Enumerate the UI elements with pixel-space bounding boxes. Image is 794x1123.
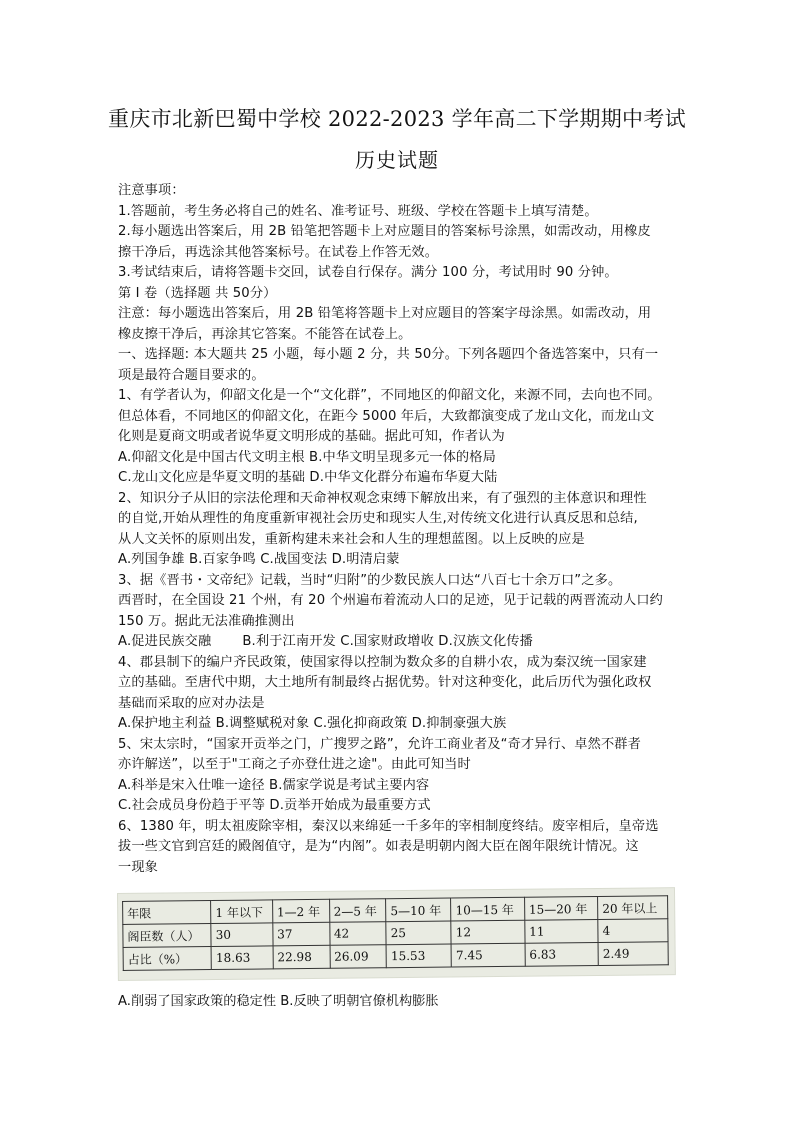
text-line: 第 I 卷（选择题 共 50分） <box>118 285 277 301</box>
exam-title: 重庆市北新巴蜀中学校 2022-2023 学年高二下学期期中考试 <box>108 107 686 131</box>
text-line: 2、知识分子从旧的宗法伦理和天命神权观念束缚下解放出来，有了强烈的主体意识和理性 <box>118 490 647 506</box>
question-6-options <box>118 992 678 1013</box>
text-line: 擦干净后，再选涂其他答案标号。在试卷上作答无效。 <box>118 244 439 260</box>
text-line: 化则是夏商文明或者说华夏文明形成的基础。据此可知，作者认为 <box>118 429 505 444</box>
table-cell: 37 <box>273 922 330 946</box>
text-line: 2.每小题选出答案后，用 2B 铅笔把答题卡上对应题目的答案标号涂黑，如需改动，用橡皮 <box>118 224 651 239</box>
table-row <box>123 942 668 971</box>
text-line: A.科举是宋入仕唯一途径 B.儒家学说是考试主要内容 <box>118 777 430 793</box>
table-cell: 7.45 <box>451 943 525 967</box>
table-cell: 20 年以上 <box>598 896 668 920</box>
text-line: 基础而采取的应对办法是 <box>118 695 265 711</box>
text-line: A.仰韶文化是中国古代文明主根 B.中华文明呈现多元一体的格局 <box>118 449 496 465</box>
data-table-photo <box>118 888 675 980</box>
table-cell: 12 <box>451 920 525 944</box>
table-cell: 15—20 年 <box>524 896 598 920</box>
table-cell: 22.98 <box>273 945 330 969</box>
table-cell: 30 <box>211 923 273 947</box>
table-cell: 阁臣数（人） <box>123 924 212 948</box>
text-line: 的自觉,开始从理性的角度重新审视社会历史和现实人生,对传统文化进行认真反思和总结, <box>118 511 638 526</box>
text-line: 橡皮擦干净后，再涂其它答案。不能答在试卷上。 <box>118 326 412 342</box>
text-line: A.保护地主利益 B.调整赋税对象 C.强化抑商政策 D.抑制豪强大族 <box>118 716 507 731</box>
text-line: 注意：每小题选出答案后，用 2B 铅笔将答题卡上对应题目的答案字母涂黑。如需改动，用 <box>118 306 652 321</box>
table-cell: 1—2 年 <box>272 899 329 923</box>
text-line: A.促进民族交融 B.利于江南开发 C.国家财政增收 D.汉族文化传播 <box>118 634 533 649</box>
text-line: C.社会成员身份趋于平等 D.贡举开始成为最重要方式 <box>118 798 431 813</box>
exam-subtitle: 历史试题 <box>355 148 439 172</box>
text-line: 5、宋太宗时，“国家开贡举之门，广搜罗之路”，允许工商业者及“奇才异行、卓然不群者 <box>118 736 641 752</box>
table-cell: 4 <box>598 919 668 943</box>
text-line: 4、郡县制下的编户齐民政策，使国家得以控制为数众多的自耕小农，成为秦汉统一国家建 <box>118 654 647 670</box>
table-cell: 25 <box>386 921 451 945</box>
text-line: 立的基础。至唐代中期，大土地所有制最终占据优势。针对这种变化，此后历代为强化政权 <box>118 675 652 690</box>
table-cell: 2—5 年 <box>329 899 386 923</box>
table-cell: 10—15 年 <box>451 897 525 921</box>
text-line: 150 万。据此无法准确推测出 <box>118 613 295 629</box>
table-cell: 6.83 <box>525 942 599 966</box>
table-cell: 42 <box>329 922 386 946</box>
table-cell: 5—10 年 <box>386 898 451 922</box>
text-line: 注意事项： <box>118 183 185 198</box>
table-cell: 年限 <box>123 901 212 925</box>
text-line: A.列国争雄 B.百家争鸣 C.战国变法 D.明清启蒙 <box>118 552 400 567</box>
table-cell: 26.09 <box>330 945 387 969</box>
tenure-table <box>122 895 669 971</box>
text-line: 1.答题前，考生务必将自己的姓名、准考证号、班级、学校在答题卡上填写清楚。 <box>118 203 598 219</box>
text-line: 3.考试结束后，请将答题卡交回，试卷自行保存。满分 100 分，考试用时 90 分钟。 <box>118 265 618 280</box>
text-line: 一现象 <box>118 859 159 875</box>
table-cell: 15.53 <box>386 944 451 968</box>
text-line: 一、选择题: 本大题共 25 小题，每小题 2 分，共 50分。下列各题四个备选答案中，只有一 <box>118 347 659 362</box>
text-line: 1、有学者认为，仰韶文化是一个“文化群”，不同地区的仰韶文化，来源不同，去向也不同。 <box>118 388 661 403</box>
text-line: 亦许解送”，以至于"工商之子亦登仕进之途"。由此可知当时 <box>118 757 471 772</box>
text-line: C.龙山文化应是华夏文明的基础 D.中华文化群分布遍布华夏大陆 <box>118 470 498 485</box>
text-line: 项是最符合题目要求的。 <box>118 367 265 383</box>
text-line: 从人文关怀的原则出发，重新构建未来社会和人生的理想蓝图。以上反映的应是 <box>118 531 585 547</box>
table-cell: 占比（%） <box>123 947 212 971</box>
table-cell: 2.49 <box>598 942 668 966</box>
text-line: 但总体看，不同地区的仰韶文化，在距今 5000 年后，大致都演变成了龙山文化，而龙山文 <box>118 408 655 424</box>
text-line: 拔一些文官到宫廷的殿阁值守，是为“内阁”。如表是明朝内阁大臣在阁年限统计情况。这 <box>118 839 639 854</box>
table-cell: 11 <box>525 919 599 943</box>
text-line: 3、据《晋书・文帝纪》记载，当时“归附”的少数民族人口达“八百七十余万口”之多。 <box>118 572 622 588</box>
option-line: A.削弱了国家政策的稳定性 B.反映了明朝官僚机构膨胀 <box>118 994 439 1009</box>
text-line: 6、1380 年，明太祖废除宰相，秦汉以来绵延一千多年的宰相制度终结。废宰相后，皇帝选 <box>118 818 659 834</box>
table-cell: 18.63 <box>211 946 273 970</box>
exam-body <box>118 181 678 878</box>
table-cell: 1 年以下 <box>211 900 273 924</box>
text-line: 西晋时，在全国设 21 个州，有 20 个州遍布着流动人口的足迹，见于记载的两晋流动人口约 <box>118 593 664 608</box>
